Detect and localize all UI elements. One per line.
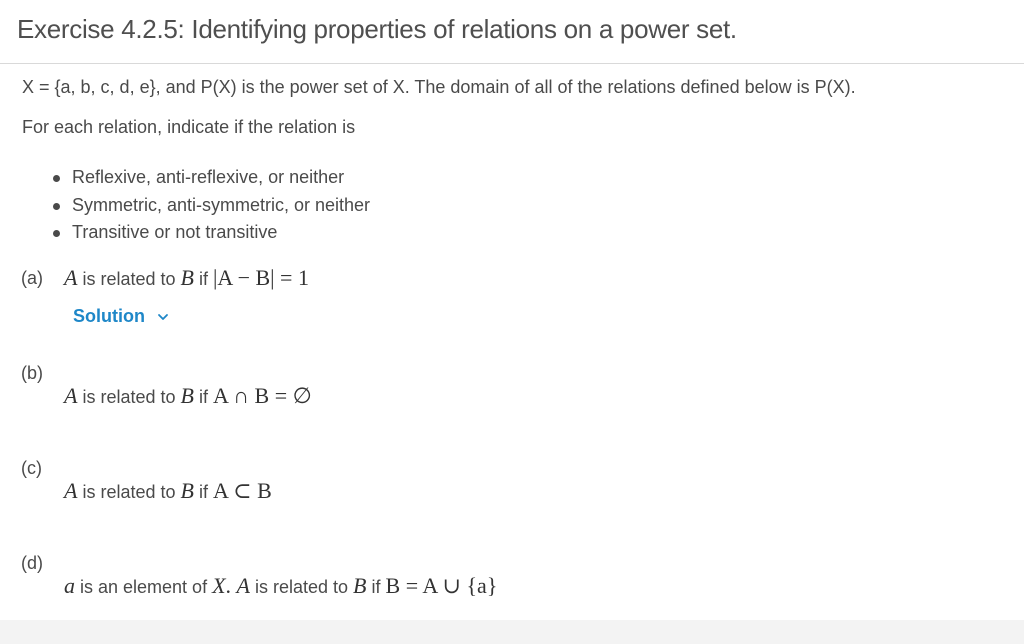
text: is related to xyxy=(77,269,181,289)
exercise-title: Exercise 4.2.5: Identifying properties of relations on a power set. xyxy=(17,14,737,44)
math-expression: A ⊂ B xyxy=(212,478,272,503)
chevron-down-icon xyxy=(157,311,169,323)
var-a: A xyxy=(64,383,78,408)
intro-text: X = {a, b, c, d, e}, and P(X) is the power set of X. The domain of all of the relations defined below is P(X). xyxy=(22,77,856,97)
list-item xyxy=(50,164,370,192)
var-b: B xyxy=(180,265,194,290)
var-b: B xyxy=(180,383,194,408)
item-c-text xyxy=(64,478,272,504)
item-a-text xyxy=(64,265,309,291)
item-a-label: (a) xyxy=(21,268,43,288)
bullet-icon xyxy=(53,230,60,237)
footer-band xyxy=(0,620,1024,644)
text: is related to xyxy=(77,482,181,502)
list-item xyxy=(50,219,370,247)
text: if xyxy=(193,387,213,407)
instruction-text: For each relation, indicate if the relation is xyxy=(22,117,356,137)
property-text: Transitive or not transitive xyxy=(72,222,278,242)
property-text: Symmetric, anti-symmetric, or neither xyxy=(72,194,371,215)
var-element-a: a xyxy=(64,573,75,598)
var-a: A xyxy=(64,265,78,290)
property-text: Reflexive, anti-reflexive, or neither xyxy=(72,167,345,187)
math-expression: A ∩ B = ∅ xyxy=(212,383,312,408)
var-b: B xyxy=(353,573,367,598)
text: if xyxy=(193,269,213,289)
var-b: B xyxy=(180,478,194,503)
text: if xyxy=(366,577,386,597)
item-c-label: (c) xyxy=(21,458,42,478)
item-b-text xyxy=(64,383,312,409)
text: if xyxy=(193,482,213,502)
property-list xyxy=(50,164,370,247)
item-d-label: (d) xyxy=(21,553,43,573)
list-item xyxy=(50,192,370,220)
bullet-icon xyxy=(53,175,60,182)
item-d-text xyxy=(64,573,497,599)
text: is related to xyxy=(249,577,354,597)
var-a: A xyxy=(64,478,78,503)
bullet-icon xyxy=(53,203,60,210)
item-b-label: (b) xyxy=(21,363,43,383)
text: is related to xyxy=(77,387,181,407)
text: . xyxy=(225,573,237,598)
var-a: A xyxy=(236,573,250,598)
text: is an element of xyxy=(75,577,213,597)
var-x: X xyxy=(212,573,226,598)
title-divider xyxy=(0,63,1024,64)
solution-toggle-button[interactable] xyxy=(73,306,169,327)
math-expression: B = A ∪ {a} xyxy=(385,573,498,598)
math-expression: |A − B| = 1 xyxy=(212,265,309,290)
solution-label: Solution xyxy=(73,306,145,326)
